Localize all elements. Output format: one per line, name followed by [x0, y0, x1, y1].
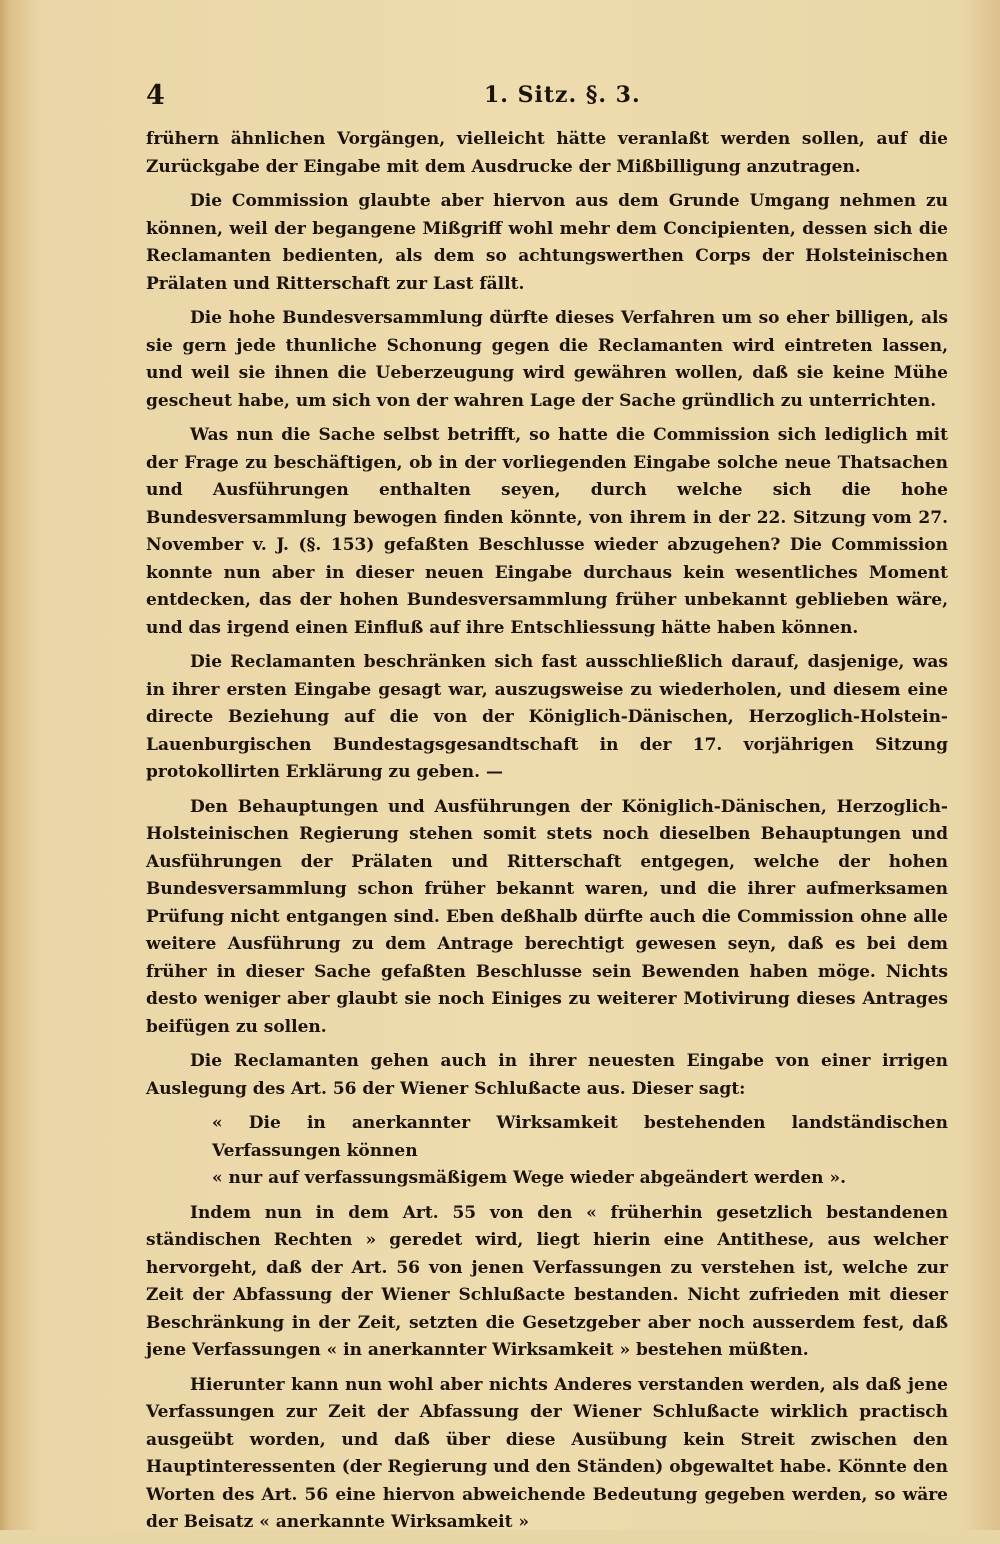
paragraph: Den Behauptungen und Ausführungen der Königlich-Dänischen, Herzoglich-Holsteinischen Regierung stehen somit stets noch dieselben Behauptungen und Ausführungen der Prälaten und Ritterschaft entgegen, welche der hohen Bundesversammlung schon früher bekannt waren, und die ihrer aufmerksamen Prüfung nicht entgangen sind. Eben deßhalb dürfte auch die Commission ohne alle weitere Ausführung zu dem Antrage berechtigt gewesen seyn, daß es bei dem früher in dieser Sache gefaßten Beschlusse sein Bewenden haben möge. Nichts desto weniger aber glaubt sie noch Einiges zu weiterer Motivirung dieses Antrages beifügen zu sollen.	[146, 796, 948, 1037]
paragraph: Die Reclamanten gehen auch in ihrer neuesten Eingabe von einer irrigen Auslegung des Art. 56 der Wiener Schlußacte aus. Dieser sagt:	[146, 1051, 948, 1099]
running-head: 1. Sitz. §. 3.	[484, 82, 641, 108]
body-text	[146, 126, 948, 1544]
page-number: 4	[146, 80, 165, 111]
paragraph: Die hohe Bundesversammlung dürfte dieses Verfahren um so eher billigen, als sie gern jede thunliche Schonung gegen die Reclamanten wird eintreten lassen, und weil sie ihnen die Ueberzeugung wird gewähren wollen, daß sie keine Mühe gescheut habe, um sich von der wahren Lage der Sache gründlich zu unterrichten.	[146, 308, 948, 411]
paragraph: Hierunter kann nun wohl aber nichts Anderes verstanden werden, als daß jene Verfassungen zur Zeit der Abfassung der Wiener Schlußacte wirklich practisch ausgeübt worden, und daß über diese Ausübung kein Streit zwischen den Hauptinteressenten (der Regierung und den Ständen) obgewaltet habe. Könnte den Worten des Art. 56 eine hiervon abweichende Bedeutung gegeben werden, so wäre der Beisatz « anerkannte Wirksamkeit »	[146, 1374, 948, 1532]
paragraph: Indem nun in dem Art. 55 von den « früherhin gesetzlich bestandenen ständischen Rechten » geredet wird, liegt hierin eine Antithese, aus welcher hervorgeht, daß der Art. 56 von jenen Verfassungen zu verstehen ist, welche zur Zeit der Abfassung der Wiener Schlußacte bestanden. Nicht zufrieden mit dieser Beschränkung in der Zeit, setzten die Gesetzgeber aber noch ausserdem fest, daß jene Verfassungen « in anerkannter Wirksamkeit » bestehen müßten.	[146, 1202, 948, 1360]
paragraph: Die Commission glaubte aber hiervon aus dem Grunde Umgang nehmen zu können, weil der begangene Mißgriff wohl mehr dem Concipienten, dessen sich die Reclamanten bedienten, als dem so achtungswerthen Corps der Holsteinischen Prälaten und Ritterschaft zur Last fällt.	[146, 191, 948, 294]
quotation	[146, 1110, 948, 1193]
quote-line: « Die in anerkannter Wirksamkeit bestehenden landständischen Verfassungen können	[212, 1113, 948, 1161]
paragraph: Was nun die Sache selbst betrifft, so hatte die Commission sich lediglich mit der Frage zu beschäftigen, ob in der vorliegenden Eingabe solche neue Thatsachen und Ausführungen enthalten seyen, durch welche sich die hohe Bundesversammlung bewogen finden könnte, von ihrem in der 22. Sitzung vom 27. November v. J. (§. 153) gefaßten Beschlusse wieder abzugehen? Die Commission konnte nun aber in dieser neuen Eingabe durchaus kein wesentliches Moment entdecken, das der hohen Bundesversammlung früher unbekannt geblieben wäre, und das irgend einen Einfluß auf ihre Entschliessung hätte haben können.	[146, 425, 948, 638]
quote-line: « nur auf verfassungsmäßigem Wege wieder abgeändert werden ».	[212, 1168, 846, 1188]
paragraph: Die Reclamanten beschränken sich fast ausschließlich darauf, dasjenige, was in ihrer ersten Eingabe gesagt war, auszugsweise zu wiederholen, und diesem eine directe Beziehung auf die von der Königlich-Dänischen, Herzoglich-Holstein-Lauenburgischen Bundestagsgesandtschaft in der 17. vorjährigen Sitzung protokollirten Erklärung zu geben. —	[146, 652, 948, 782]
page-header	[146, 80, 948, 120]
paragraph: frühern ähnlichen Vorgängen, vielleicht hätte veranlaßt werden sollen, auf die Zurückgabe der Eingabe mit dem Ausdrucke der Mißbilligung anzutragen.	[146, 129, 948, 177]
